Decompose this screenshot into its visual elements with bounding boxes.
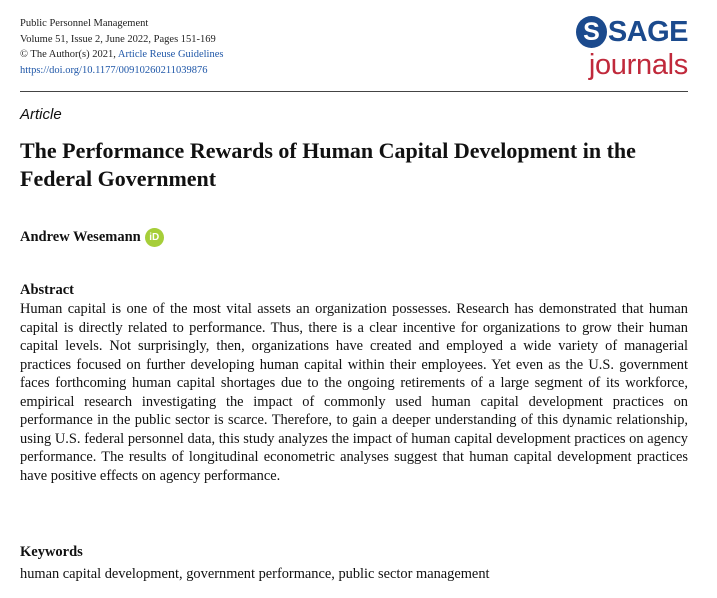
sage-journals-logo[interactable] <box>576 15 688 81</box>
author-name[interactable]: Andrew Wesemann <box>20 229 141 245</box>
article-title: The Performance Rewards of Human Capital Development in the Federal Government <box>20 138 636 191</box>
keywords-list: human capital development, government performance, public sector management <box>20 566 490 582</box>
logo-sage-text: SAGE <box>607 16 688 48</box>
article-page <box>20 0 688 598</box>
reuse-guidelines-link[interactable]: Article Reuse Guidelines <box>117 49 224 60</box>
keywords-heading: Keywords <box>20 544 83 560</box>
copyright-line <box>20 47 223 63</box>
journal-issue: Volume 51, Issue 2, June 2022, Pages 151-169 <box>20 33 216 45</box>
article-type: Article <box>20 106 62 123</box>
header-divider <box>20 91 688 92</box>
copyright-text: © The Author(s) 2021, <box>20 49 118 60</box>
doi-link[interactable]: https://doi.org/10.1177/00910260211039876 <box>20 64 208 76</box>
logo-journals-text: journals <box>588 49 688 81</box>
author-row <box>20 228 164 247</box>
abstract-heading: Abstract <box>20 282 74 298</box>
sage-s-icon: S <box>576 16 607 48</box>
journal-metadata <box>20 16 223 78</box>
logo-top-row <box>576 15 688 49</box>
journal-name: Public Personnel Management <box>20 18 149 29</box>
orcid-icon[interactable]: iD <box>145 228 164 247</box>
abstract-text: Human capital is one of the most vital assets an organization possesses. Research has demonstrated that human capital is directly related to performance. Thus, there is a clear incentive for organizations to grow their human capital levels. Not surprisingly, then, organizations have created and employed a wide variety of managerial practices focused on further developing human capital within their employees. Yet even as the U.S. government faces forthcoming human capital shortages due to the ongoing retirements of a large segment of its workforce, empirical research investigating the impact of commonly used human capital development practices on performance in the public sector is scarce. Therefore, to gain a deeper understanding of this dynamic relationship, using U.S. federal personnel data, this study analyzes the impact of human capital development practices on agency performance. The results of longitudinal econometric analyses suggest that human capital development practices have positive effects on agency performance. <box>20 301 688 484</box>
